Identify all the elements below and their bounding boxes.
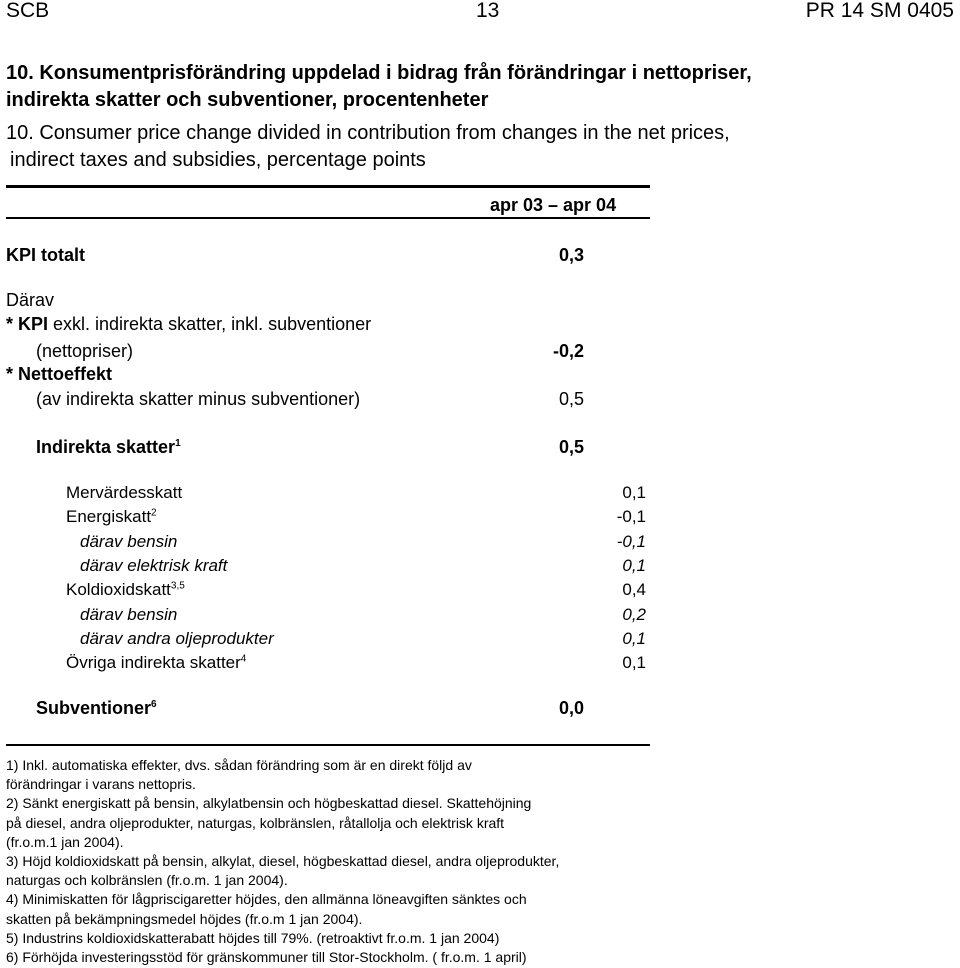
nettoeffekt-value: 0,5: [558, 389, 584, 409]
detail-label: därav elektrisk kraft: [80, 555, 228, 575]
kpi-exkl-value: -0,2: [552, 341, 584, 361]
footnote-line: på diesel, andra oljeprodukter, naturgas, kolbränslen, råtallolja och elektrisk kraft: [6, 814, 505, 831]
table-header-rule: [6, 217, 650, 219]
kpi-total-value: 0,3: [558, 245, 584, 265]
subventioner-value: 0,0: [558, 698, 584, 718]
header-left: SCB: [6, 0, 50, 22]
footnote-line: (fr.o.m.1 jan 2004).: [6, 833, 124, 850]
footnote-line: naturgas och kolbränslen (fr.o.m. 1 jan 2004).: [6, 872, 288, 889]
detail-sup: 3,5: [170, 580, 185, 592]
detail-value: -0,1: [616, 507, 646, 527]
footnote-line: 1) Inkl. automatiska effekter, dvs. sådan förändring som är en direkt följd av: [6, 757, 472, 773]
detail-label: Energiskatt$^2$: [66, 507, 157, 527]
footnote-line: förändringar i varans nettopris.: [6, 776, 196, 793]
footnote-line: 5) Industrins koldioxidskatterabatt höjdes till 79%. (retroaktivt fr.o.m. 1 jan 2004): [6, 929, 500, 946]
detail-value: 0,1: [622, 555, 646, 575]
detail-value: 0,1: [622, 483, 646, 502]
detail-label: Mervärdesskatt: [66, 483, 183, 502]
indirekta-value: 0,5: [558, 437, 584, 457]
kpi-exkl-rest: exkl. indirekta skatter, inkl. subventioner: [48, 314, 372, 334]
page-number: 13: [476, 0, 500, 22]
footnote-line: skatten på bekämpningsmedel höjdes (fr.o.m 1 jan 2004).: [6, 910, 363, 927]
indirekta-label: Indirekta skatter$^1$: [36, 437, 181, 457]
darav-label: Därav: [6, 290, 55, 310]
title-en-line1: 10. Consumer price change divided in contribution from changes in the net prices,: [6, 122, 730, 144]
title-sv-line2: indirekta skatter och subventioner, procentenheter: [6, 89, 489, 111]
detail-sup: 2: [151, 507, 157, 519]
detail-value: 0,1: [622, 628, 646, 648]
footnote-line: 3) Höjd koldioxidskatt på bensin, alkylat, diesel, högbeskattad diesel, andra oljeprodukter,: [6, 853, 560, 869]
kpi-exkl-prefix: * KPI: [6, 314, 49, 334]
footnote-line: 2) Sänkt energiskatt på bensin, alkylatbensin och högbeskattad diesel. Skattehöjning: [6, 795, 532, 812]
table-bottom-rule: [6, 744, 650, 746]
header-right: PR 14 SM 0405: [805, 0, 954, 22]
title-sv-line1: 10. Konsumentprisförändring uppdelad i bidrag från förändringar i nettopriser,: [6, 62, 752, 84]
footnote-line: 6) Förhöjda investeringsstöd för gränskommuner till Stor-Stockholm. ( fr.o.m. 1 april): [6, 949, 527, 965]
indirekta-sup: 1: [175, 438, 181, 449]
detail-label: därav bensin: [80, 604, 178, 624]
detail-label: därav bensin: [80, 531, 178, 551]
detail-value: -0,1: [616, 531, 646, 551]
kpi-exkl-line2: (nettopriser): [36, 341, 134, 361]
table-top-rule: [6, 185, 650, 188]
kpi-exkl-line1: [6, 314, 371, 335]
detail-value: 0,4: [622, 580, 646, 600]
column-header: apr 03 – apr 04: [490, 195, 617, 215]
detail-label: därav andra oljeprodukter: [80, 628, 274, 648]
footnote-line: 4) Minimiskatten för lågpriscigaretter höjdes, den allmänna löneavgiften sänktes och: [6, 891, 527, 908]
subventioner-label: Subventioner$^6$: [36, 698, 157, 718]
detail-label: Övriga indirekta skatter$^4$: [66, 653, 247, 673]
nettoeffekt-label: * Nettoeffekt: [6, 364, 113, 384]
detail-value: 0,2: [622, 604, 646, 624]
kpi-total-label: KPI totalt: [6, 245, 85, 265]
title-en-line2: indirect taxes and subsidies, percentage points: [10, 149, 426, 171]
detail-label: Koldioxidskatt$^{3,5}$: [66, 580, 185, 600]
nettoeffekt-line2: (av indirekta skatter minus subventioner): [36, 389, 361, 409]
subventioner-sup: 6: [151, 699, 157, 710]
detail-value: 0,1: [622, 653, 646, 673]
detail-sup: 4: [240, 653, 247, 665]
